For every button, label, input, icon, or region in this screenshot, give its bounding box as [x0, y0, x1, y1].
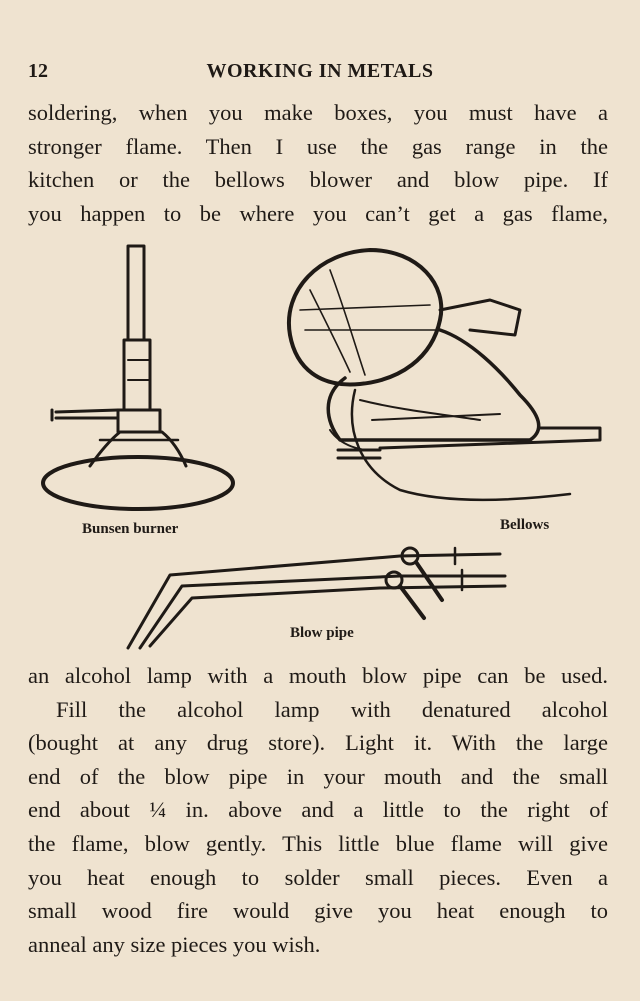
caption-bellows: Bellows	[500, 517, 550, 533]
text-line: you happen to be where you can’t get a gas flame,	[28, 200, 608, 226]
text-line: the flame, blow gently. This little blue flame will give	[28, 830, 608, 856]
text-line: (bought at any drug store). Light it. With the large	[28, 730, 608, 756]
text-line: stronger flame. Then I use the gas range in the	[28, 133, 608, 159]
text-line: anneal any size pieces you wish.	[28, 931, 321, 957]
bellows-drawing	[289, 250, 600, 500]
text-line: end about ¼ in. above and a little to the right of	[28, 797, 608, 823]
caption-blow-pipe: Blow pipe	[290, 625, 354, 641]
text-line: end of the blow pipe in your mouth and the small	[28, 763, 608, 789]
text-line: an alcohol lamp with a mouth blow pipe can be used.	[28, 663, 608, 688]
text-line: soldering, when you make boxes, you must have a	[28, 100, 608, 125]
text-line: Fill the alcohol lamp with denatured alcohol	[56, 696, 608, 722]
running-head: WORKING IN METALS	[206, 60, 434, 82]
page-number: 12	[28, 60, 48, 82]
text-line: kitchen or the bellows blower and blow pipe. If	[28, 167, 608, 193]
text-line: small wood fire would give you heat enough to	[28, 898, 608, 924]
bunsen-burner-drawing	[43, 246, 233, 509]
paragraph-bottom	[28, 659, 608, 961]
caption-bunsen-burner: Bunsen burner	[82, 521, 179, 537]
text-line: you heat enough to solder small pieces. Even a	[28, 864, 608, 890]
